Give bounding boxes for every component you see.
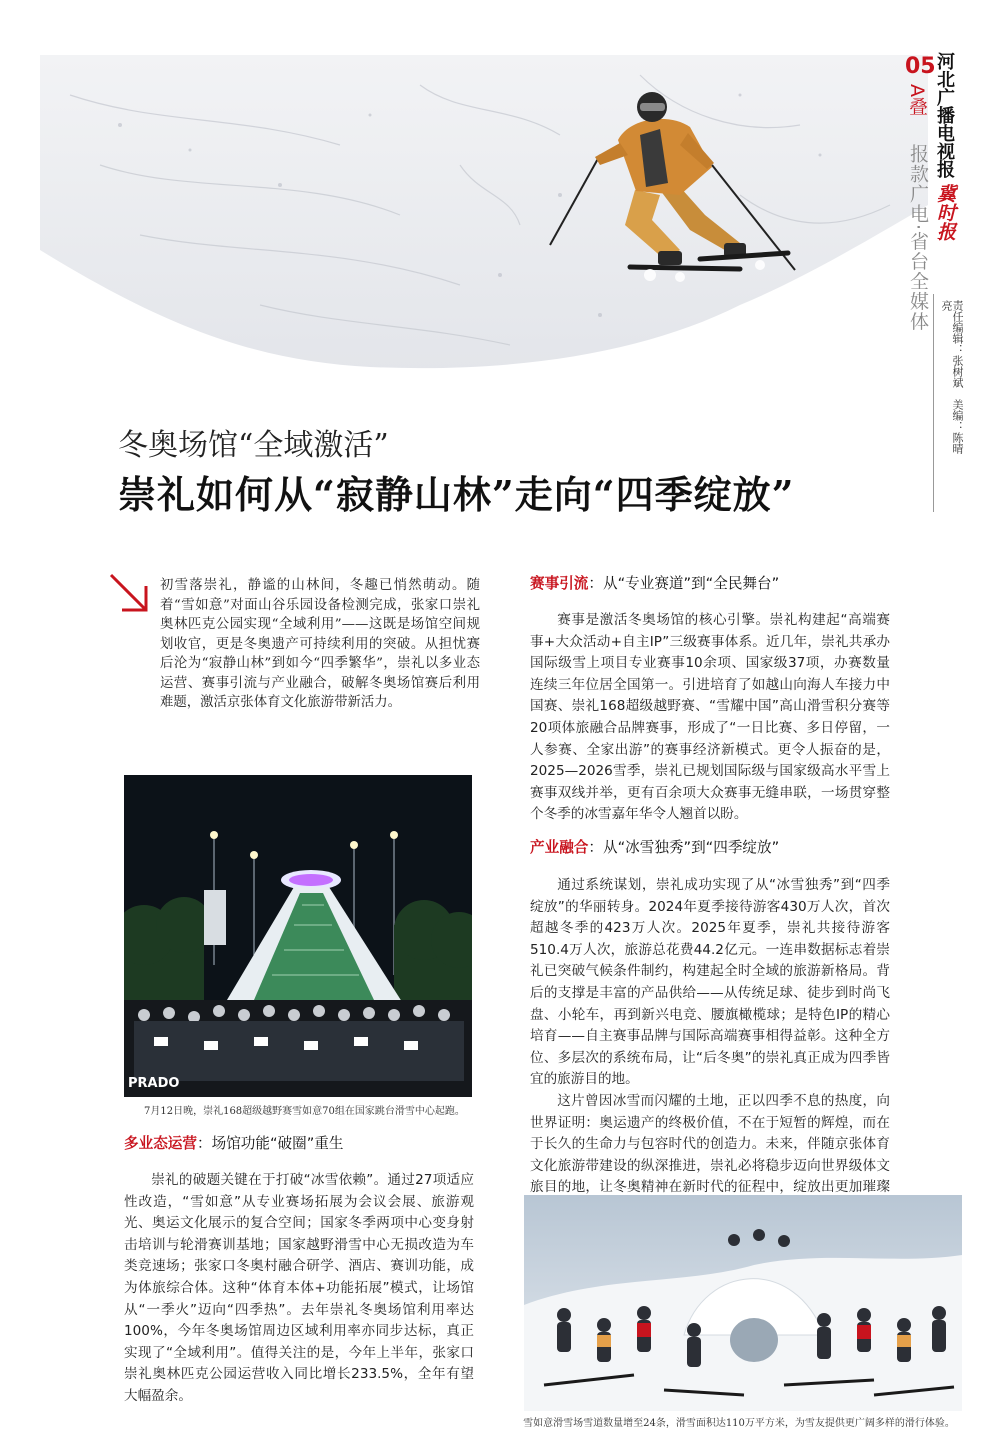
section-label: 产业融合 [530,839,589,856]
photo-right-caption: 雪如意滑雪场雪道数量增至24条，滑雪面积达110万平方米，为雪友提供更广阔多样的滑行体验。 [523,1418,955,1429]
lead-arrow-icon [108,572,150,614]
article-kicker: 冬奥场馆“全域激活” [118,428,389,463]
body-paragraph: 通过系统谋划，崇礼成功实现了从“冰雪独秀”到“四季绽放”的华丽转身。2024年夏季接待游客430万人次，首次超越冬季的423万人次。2025年夏季，崇礼共接待游客510.4万人次，旅游总花费44.2亿元。一连串数据标志着崇礼已突破气候条件制约，构建起全时全域的旅游新格局。背后的支撑是丰富的产品供给——从传统足球、徒步到时尚飞盘、小轮车，再到新兴电竞、腰旗橄榄球；是特色IP的精心培育——自主赛事品牌与国际高端赛事相得益彰。这种全方位、多层次的系统布局，让“后冬奥”的崇礼真正成为四季皆宜的旅游目的地。 [530,877,890,1088]
body-paragraph-text: 这片曾因冰雪而闪耀的土地，正以四季不息的热度，向世界证明：奥运遗产的终极价值，不在于短暂的辉煌，而在于长久的生命力与包容时代的创造力。未来，伴随京张体育文化旅游带建设的纵深推进，崇礼必将稳步迈向世界级体文旅目的地，让冬奥精神在新时代的征程中，绽放出更加璀璨 [530,1092,890,1196]
section-sep: ： [196,1135,212,1152]
section-label: 多业态运营 [124,1135,197,1152]
photo-left-caption: 7月12日晚，崇礼168超级越野赛雪如意70组在国家跳台滑雪中心起跑。 [144,1106,465,1117]
newspaper-subtitle: 报款广电·省台全媒体 [907,144,929,332]
section-body-multi-business [124,1170,474,1408]
section-sep: ： [588,575,603,592]
photo-bib-text: PRADO [128,1076,180,1091]
brand-script-logo: 冀时报 [934,184,956,241]
photo-ski-jump-night [124,775,472,1097]
section-heading-multi-business [124,1132,343,1153]
masthead-divider [933,294,934,512]
section-heading-events [530,572,779,593]
section-body-events [530,610,890,826]
section-title: 场馆功能“破圈”重生 [211,1135,344,1152]
photo-ski-crowd [524,1195,962,1411]
article-lead: 初雪落崇礼，静谧的山林间，冬趣已悄然萌动。随着“雪如意”对面山谷乐园设备检测完成，张家口崇礼奥林匹克公园实现“全域利用”——这既是场馆空间规划收官，更是冬奥遗产可持续利用的突破。从担忧赛后沦为“寂静山林”到如今“四季繁华”，崇礼以多业态运营、赛事引流与产业融合，破解冬奥场馆赛后利用难题，激活京张体育文化旅游带新活力。 [160,578,480,710]
section-body-industry [530,875,890,1221]
section-title: 从“冰雪独秀”到“四季绽放” [603,839,780,856]
masthead [905,52,965,462]
body-paragraph: 赛事是激活冬奥场馆的核心引擎。崇礼构建起“高端赛事+大众活动+自主IP”三级赛事体系。近几年，崇礼共承办国际级雪上项目专业赛事10余项、国家级37项，办赛数量连续三年位居全国第一。引进培育了如越山向海人车接力中国赛、崇礼168超级越野赛、“雪耀中国”高山滑雪积分赛等20项体旅融合品牌赛事，形成了“一日比赛、多日停留，一人参赛、全家出游”的赛事经济新模式。更令人振奋的是，2025—2026雪季，崇礼已规划国际级与国家级高水平雪上赛事双线并举，更有百余项大众赛事无缝串联，一场贯穿整个冬季的冰雪嘉年华令人翘首以盼。 [530,612,890,823]
editor-credit: 责任编辑：张树斌 美编：陈晴亮 [940,300,964,454]
body-paragraph: 崇礼的破题关键在于打破“冰雪依赖”。通过27项适应性改造，“雪如意”从专业赛场拓展为会议会展、旅游观光、奥运文化展示的复合空间；国家冬季两项中心变身射击培训与轮滑赛训基地；国家越野滑雪中心无损改造为车类竞速场；张家口冬奥村融合研学、酒店、赛训功能，成为体旅综合体。这种“体育本体+功能拓展”模式，让场馆从“一季火”迈向“四季热”。去年崇礼冬奥场馆利用率达100%，今年冬奥场馆周边区域利用率亦同步达标，真正实现了“全域利用”。值得关注的是，今年上半年，张家口崇礼奥林匹克公园运营收入同比增长233.5%，全年有望大幅盈余。 [124,1172,474,1404]
section-title: 从“专业赛道”到“全民舞台” [603,575,780,592]
section-heading-industry [530,836,779,857]
newspaper-name: 河北广播电视报 [934,52,955,178]
article-headline: 崇礼如何从“寂静山林”走向“四季绽放” [118,472,795,517]
section-sep: ： [588,839,603,856]
hero-photo-skier [40,55,928,373]
edition-label: A叠 [906,84,928,116]
section-label: 赛事引流 [530,575,589,592]
page-number: 05 [905,54,936,79]
